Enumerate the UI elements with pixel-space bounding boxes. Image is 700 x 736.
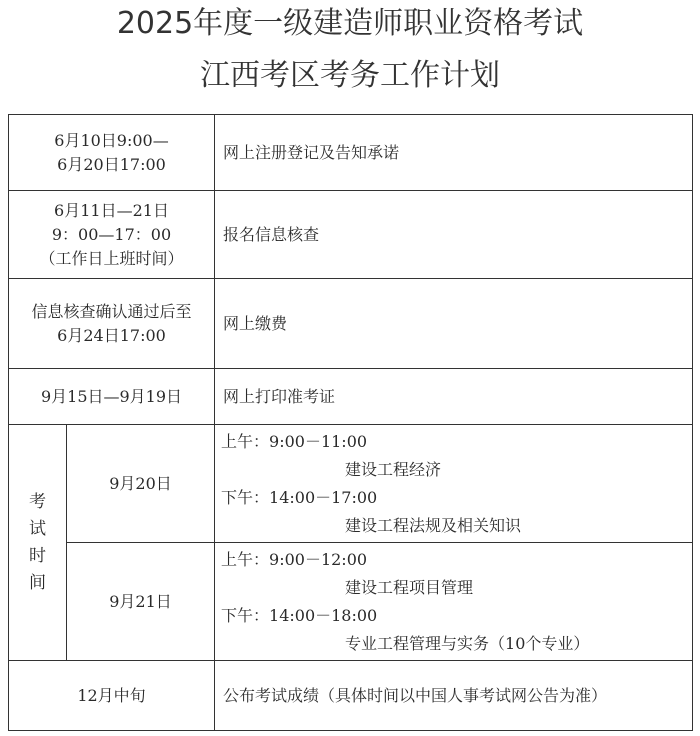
page-title: 2025年度一级建造师职业资格考试 (116, 6, 584, 41)
exam-label-char: 试 (29, 518, 46, 539)
table-row (9, 661, 693, 731)
time-line: （工作日上班时间） (39, 248, 184, 268)
time-cell (9, 369, 215, 425)
table-row (9, 191, 693, 279)
pm-session-subject: 建设工程法规及相关知识 (345, 515, 522, 535)
task-cell: 报名信息核查 (215, 191, 693, 279)
am-session-time: 上午：9:00－12:00 (221, 549, 368, 569)
pm-session-subject: 专业工程管理与实务（10个专业） (345, 633, 590, 653)
time-line: 9月15日—9月19日 (40, 386, 183, 406)
exam-sessions-cell (215, 543, 693, 661)
pm-session-time: 下午：14:00－17:00 (221, 487, 378, 507)
time-cell (9, 279, 215, 369)
time-cell (9, 115, 215, 191)
page-subtitle: 江西考区考务工作计划 (200, 58, 500, 93)
exam-label-char: 时 (29, 545, 46, 566)
time-line: 6月11日—21日 (54, 200, 169, 220)
table-row (9, 369, 693, 425)
exam-label-char: 考 (29, 491, 46, 512)
exam-time-label (9, 425, 67, 661)
exam-label-char: 间 (29, 572, 46, 593)
time-line: 6月10日9:00— (54, 130, 169, 150)
table-row (9, 425, 693, 543)
exam-date-cell: 9月20日 (67, 425, 215, 543)
time-cell: 12月中旬 (9, 661, 215, 731)
task-cell: 网上注册登记及告知承诺 (215, 115, 693, 191)
am-session-time: 上午：9:00－11:00 (221, 431, 368, 451)
time-cell (9, 191, 215, 279)
table-row (9, 115, 693, 191)
schedule-table (8, 114, 693, 731)
exam-sessions-cell (215, 425, 693, 543)
time-line: 信息核查确认通过后至 (31, 301, 192, 321)
am-session-subject: 建设工程经济 (345, 459, 442, 479)
task-cell: 网上缴费 (215, 279, 693, 369)
exam-date-cell: 9月21日 (67, 543, 215, 661)
table-row (9, 279, 693, 369)
task-cell: 网上打印准考证 (215, 369, 693, 425)
table-row (9, 543, 693, 661)
pm-session-time: 下午：14:00－18:00 (221, 605, 378, 625)
time-line: 6月24日17:00 (57, 325, 166, 345)
time-line: 9：00—17：00 (51, 224, 172, 244)
am-session-subject: 建设工程项目管理 (345, 577, 474, 597)
time-line: 6月20日17:00 (57, 154, 166, 174)
task-cell: 公布考试成绩（具体时间以中国人事考试网公告为准） (215, 661, 693, 731)
